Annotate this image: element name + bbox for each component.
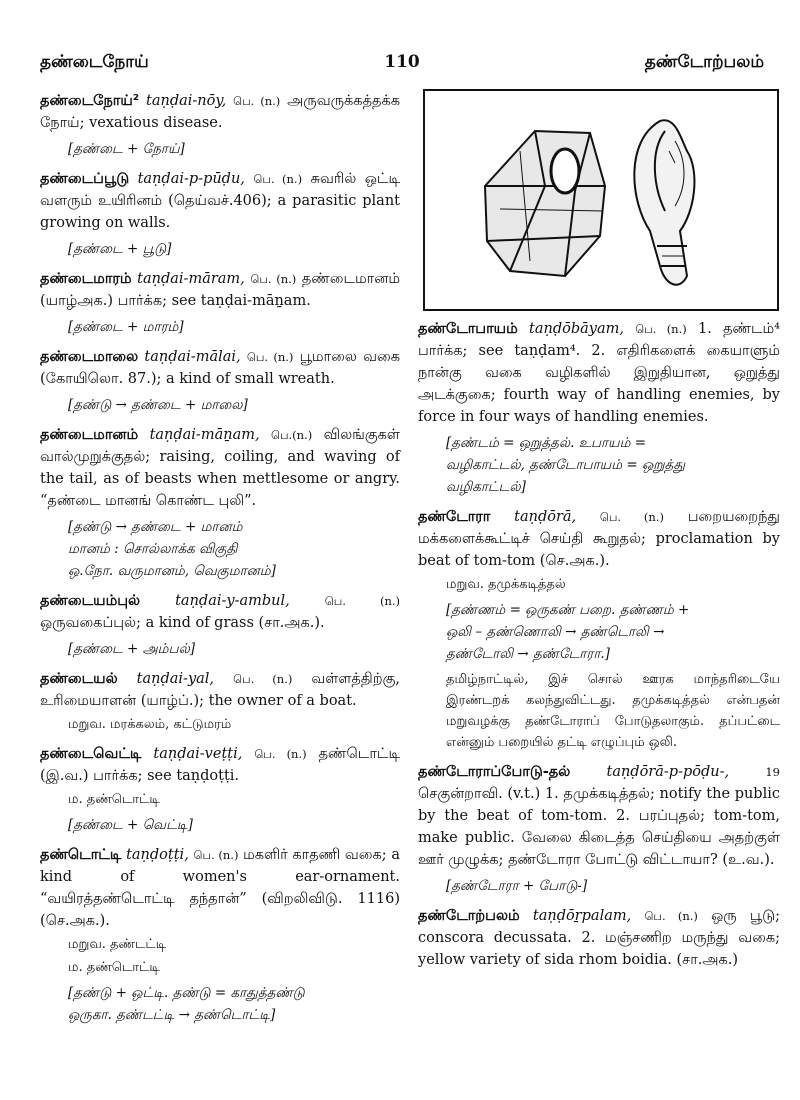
entry (40, 424, 400, 582)
entry (40, 168, 400, 260)
ear-ornament-illustration-icon (423, 89, 779, 311)
headword: தண்டைப்பூடு (40, 171, 130, 187)
part-of-speech: பெ. (n.) (253, 172, 303, 186)
transliteration: taṇḍai-veṭṭi, (153, 746, 243, 762)
part-of-speech: பெ. (n.) (246, 350, 294, 364)
etymology-line: ஒலி – தண்ணொலி → தண்டொலி → (446, 624, 665, 640)
page-header (40, 44, 764, 74)
part-of-speech: பெ. (n.) (233, 94, 281, 108)
part-of-speech: பெ. (n.) (644, 909, 698, 923)
header-right-word: தண்டோற்பலம் (644, 52, 764, 72)
entry (418, 318, 780, 498)
part-of-speech: பெ. (n.) (324, 594, 401, 608)
headword: தண்டைமாலை (40, 349, 139, 365)
entry (40, 590, 400, 660)
entry (418, 905, 780, 971)
transliteration: taṇḍai-p-pūḍu, (137, 171, 245, 187)
page-number: 110 (384, 52, 420, 72)
etymology (446, 432, 780, 498)
conjugation-class: 19 (765, 765, 780, 779)
part-of-speech: பெ. (n.) (250, 272, 297, 286)
usage-note: தமிழ்நாட்டில், இச் சொல் ஊரக மாந்தரிடையே இரண்டறக் கலந்துவிட்டது. தமுக்கடித்தல் என்பதன் மறுவழக்கு தண்டோராப் போடுதலாகும். தப்பட்டை என்னும் பறையில் தட்டி எழுப்பும் ஒலி. (446, 672, 780, 750)
right-column (418, 318, 780, 979)
etymology: [தண்டை + வெட்டி] (68, 817, 193, 833)
headword: தண்டையம்புல் (40, 593, 141, 609)
headword: தண்டைநோய்² (40, 93, 140, 109)
definition: வள்ளத்திற்கு, உரிமையாளன் (யாழ்ப்.); the owner of a boat. (40, 671, 401, 709)
transliteration: taṇḍai-yal, (136, 671, 215, 687)
etymology: [தண்டோரா + போடு-] (446, 878, 588, 894)
definition: அருவருக்கத்தக்க நோய்; vexatious disease. (40, 93, 401, 131)
etymology (446, 599, 780, 665)
definition: ஒருவகைப்புல்; a kind of grass (சா.அக.). (40, 615, 325, 631)
definition: பூமாலை வகை (கோயிலொ. 87.); a kind of small wreath. (40, 349, 401, 387)
etymology (68, 982, 400, 1026)
etymology-line: [தண்டு + ஒட்டி. தண்டு = காதுத்தண்டு (68, 985, 305, 1001)
transliteration: taṇḍōrā-p-pōḍu-, (606, 764, 730, 780)
headword: தண்டோரா (418, 509, 491, 525)
entry (40, 743, 400, 836)
illustration-drawing (425, 91, 777, 309)
entry (40, 90, 400, 160)
transliteration: taṇḍai-nōy, (146, 93, 227, 109)
headword: தண்டைமானம் (40, 427, 139, 443)
etymology: [தண்டு → தண்டை + மாலை] (68, 397, 248, 413)
entry (40, 668, 400, 735)
headword: தண்டைமாரம் (40, 271, 132, 287)
left-column (40, 90, 400, 1034)
headword: தண்டொட்டி (40, 847, 122, 863)
definition: ஒரு பூடு; conscora decussata. 2. மஞ்சணிற மருந்து வகை; yellow variety of sida rhom boidia. (சா.அக.) (418, 908, 781, 968)
entry (418, 761, 780, 897)
etymology-line: மானம் : சொல்லாக்க விகுதி (68, 541, 238, 557)
etymology-line: வழிகாட்டல்] (446, 479, 526, 495)
etymology (68, 516, 400, 582)
synonym-note: மறுவ. மரக்கலம், கட்டுமரம் (68, 717, 232, 732)
entry (40, 268, 400, 338)
transliteration: taṇḍai-mālai, (144, 349, 241, 365)
transliteration: taṇḍoṭṭi, (126, 847, 189, 863)
synonym-note: மறுவ. தமுக்கடித்தல் (446, 577, 566, 592)
headword: தண்டோபாயம் (418, 321, 518, 337)
entry (418, 506, 780, 753)
etymology-line: ஒ.நோ. வருமானம், வெகுமானம்] (68, 563, 276, 579)
definition: தண்டைமானம் (யாழ்அக.) பார்க்க; see taṇḍai-māṉam. (40, 271, 400, 309)
part-of-speech: பெ. (n.) (233, 672, 293, 686)
part-of-speech: பெ. (n.) (635, 322, 687, 336)
definition: மகளிர் காதணி வகை; a kind of women's ear-ornament. “வயிரத்தண்டொட்டி தந்தான்” (விறலிவிடு. 1116) (செ.அக.). (40, 847, 400, 929)
part-of-speech: பெ. (n.) (254, 747, 307, 761)
part-of-speech: பெ.(n.) (271, 428, 313, 442)
etymology-line: தண்டோலி → தண்டோரா.] (446, 646, 610, 662)
headword: தண்டையல் (40, 671, 118, 687)
definition: 1. தண்டம்⁴ பார்க்க; see taṇḍam⁴. 2. எதிரிகளைக் கையாளும் நான்கு வகை வழிகளில் இறுதியான, ஒறுத்து அடக்குகை; fourth way of handling enemies, by force in four ways of handling enemies. (418, 321, 780, 425)
definition: செகுன்றாவி. (v.t.) 1. தமுக்கடித்தல்; notify the public by the beat of tom-tom. 2. பரப்புதல்; tom-tom, make public. வேலை கிடைத்த செய்தியை அதற்குள் ஊர் முழுக்க; தண்டோரா போட்டு விட்டாயா? (உ.வ.). (418, 786, 780, 868)
transliteration: taṇḍōṟpalam, (532, 908, 632, 924)
headword: தண்டைவெட்டி (40, 746, 142, 762)
transliteration: taṇḍōrā, (514, 509, 577, 525)
etymology-line: [தண்டு → தண்டை + மானம் (68, 519, 243, 535)
etymology: [தண்டை + மாரம்] (68, 319, 184, 335)
definition: சுவரில் ஒட்டி வளரும் உயிரினம் (தெய்வச்.406); a parasitic plant growing on walls. (40, 171, 401, 231)
etymology-line: ஒருகா. தண்டட்டி → தண்டொட்டி] (68, 1007, 276, 1023)
transliteration: taṇḍai-y-ambul, (175, 593, 290, 609)
etymology: [தண்டை + அம்பல்] (68, 641, 196, 657)
transliteration: taṇḍai-māṉam, (149, 427, 260, 443)
entry (40, 844, 400, 1026)
etymology-line: வழிகாட்டல், தண்டோபாயம் = ஒறுத்து (446, 457, 686, 473)
transliteration: taṇḍai-māram, (137, 271, 245, 287)
part-of-speech: பெ. (n.) (599, 510, 664, 524)
headword: தண்டோராப்போடு-தல் (418, 764, 571, 780)
etymology-line: [தண்டம் = ஒறுத்தல். உபாயம் = (446, 435, 647, 451)
definition: பறையறைந்து மக்களைக்கூட்டிச் செய்தி கூறுதல்; proclamation by beat of tom-tom (செ.அக.). (418, 509, 780, 569)
part-of-speech: பெ. (n.) (193, 848, 239, 862)
synonym-note: மறுவ. தண்டட்டி (68, 937, 167, 952)
etymology-line: [தண்ணம் = ஒருகண் பறை. தண்ணம் + (446, 602, 690, 618)
entry (40, 346, 400, 416)
etymology: [தண்டை + பூடு] (68, 241, 172, 257)
definition: தண்டொட்டி (இ.வ.) பார்க்க; see taṇḍoṭṭi. (40, 746, 400, 784)
cognate-note: ம. தண்டொட்டி (68, 792, 160, 807)
etymology: [தண்டை + நோய்] (68, 141, 185, 157)
transliteration: taṇḍōbāyam, (529, 321, 624, 337)
cognate-note: ம. தண்டொட்டி (68, 960, 160, 975)
header-left-word: தண்டைநோய் (40, 52, 149, 72)
definition: விலங்குகள் வால்முறுக்குதல்; raising, coiling, and waving of the tail, as of beasts when mettlesome or angry. “தண்டை மானங் கொண்ட புலி”. (40, 427, 401, 509)
headword: தண்டோற்பலம் (418, 908, 520, 924)
